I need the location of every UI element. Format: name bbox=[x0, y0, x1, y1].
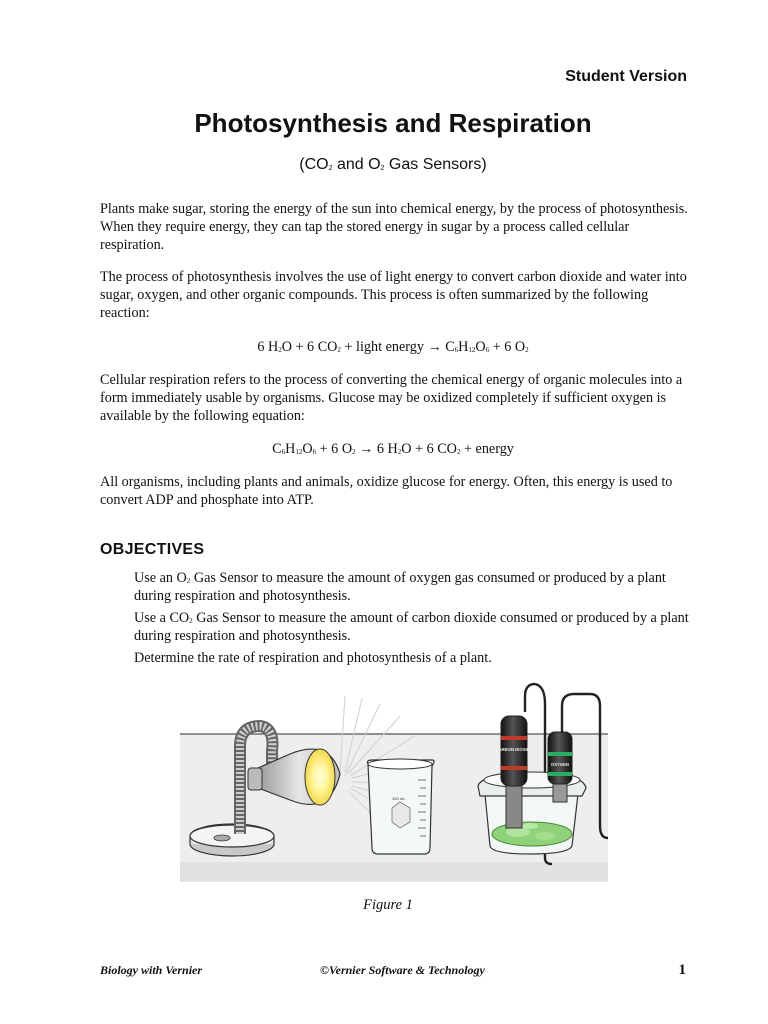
o2-sensor-label: OXYGEN bbox=[551, 762, 569, 767]
objectives-heading: OBJECTIVES bbox=[100, 541, 205, 558]
co2-sensor-label: CARBON DIOXIDE bbox=[495, 747, 533, 752]
version-label: Student Version bbox=[565, 68, 687, 85]
beaker bbox=[368, 759, 435, 854]
glucose-paragraph: All organisms, including plants and animals, oxidize glucose for energy. Often, this energy is used to convert ADP and phosphate into ATP. bbox=[100, 474, 673, 508]
beaker-label: 100 mL bbox=[392, 796, 406, 801]
respiration-chamber bbox=[478, 772, 586, 854]
photosynthesis-paragraph: The process of photosynthesis involves the use of light energy to convert carbon dioxide and water into sugar, oxygen, and other organic compounds. This process is often summarized by the following reaction: bbox=[100, 269, 687, 321]
objective-item-o2: Use an $O_2$ Gas Sensor to measure the amount of oxygen gas consumed or produced by a plant during respiration and photosynthesis. bbox=[134, 570, 666, 604]
objective-item-co2: Use a $CO_2$ Gas Sensor to measure the amount of carbon dioxide consumed or produced by a plant during respiration and photosynthesis. bbox=[134, 610, 689, 644]
objective-item-rate: Determine the rate of respiration and photosynthesis of a plant. bbox=[134, 650, 492, 666]
footer-book-title: Biology with Vernier bbox=[100, 963, 203, 977]
page-number: 1 bbox=[678, 962, 686, 978]
page-subtitle: ($CO_2$ and $O_2$ Gas Sensors) bbox=[299, 156, 487, 173]
intro-paragraph: Plants make sugar, storing the energy of the sun into chemical energy, by the process of photosynthesis. When they require energy, they can tap the stored energy in sugar by a process called cellular respiration. bbox=[100, 201, 688, 253]
footer-copyright: ©Vernier Software & Technology bbox=[320, 963, 485, 977]
page-title: Photosynthesis and Respiration bbox=[194, 108, 592, 138]
respiration-paragraph: Cellular respiration refers to the process of converting the chemical energy of organic molecules into a form immediately usable by organisms. Glucose may be oxidized completely if sufficient oxygen is available by the following equation: bbox=[100, 372, 683, 424]
figure-caption: Figure 1 bbox=[363, 897, 413, 913]
experiment-illustration bbox=[180, 676, 608, 882]
photosynthesis-equation: 6 $H_2O + 6$ $CO_2$ + light energy → $C_6H_{12}O_6 + 6$ $O_2$ bbox=[257, 339, 529, 355]
respiration-equation: $C_6H_{12}O_6 + 6$ $O_2 \to 6$ $H_2O + 6$ $CO_2$ + energy bbox=[272, 441, 514, 457]
